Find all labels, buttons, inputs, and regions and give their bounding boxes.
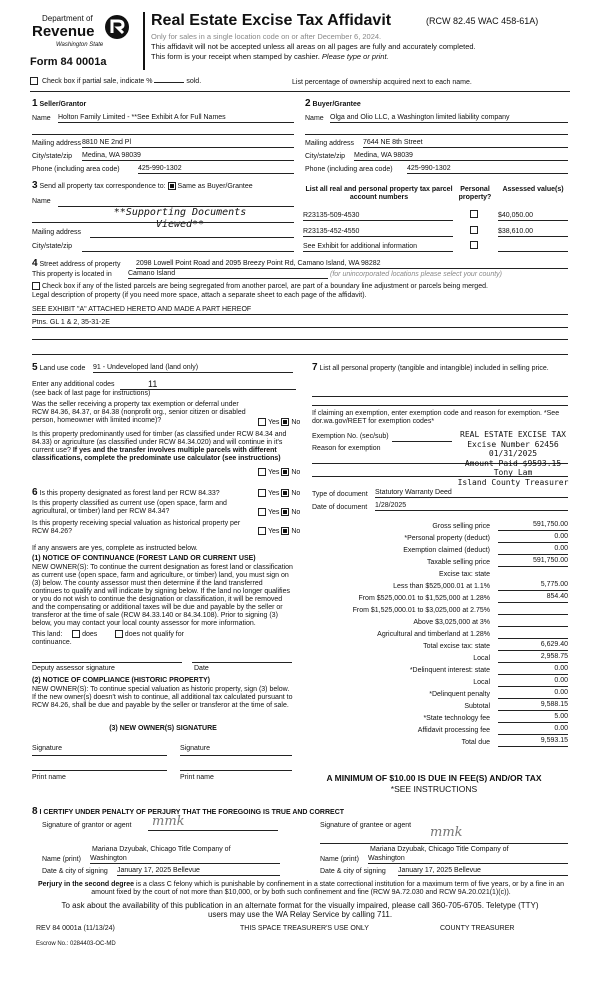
notice-2-body: NEW OWNER(S): To continue special valuation as historic property, sign (3) below. If the new owner(s) doesn't wish to continue, all additional tax calculated pursuant to RCW 84.26, shall be due and payable by the seller or transferor at the time of sale. (32, 686, 293, 710)
tax-row-label: Subtotal (464, 702, 490, 710)
tax-row-label: Exemption claimed (deduct) (403, 546, 490, 554)
legal-desc-line-1[interactable]: SEE EXHIBIT "A" ATTACHED HERETO AND MADE A PART HEREOF (32, 306, 568, 315)
tax-row-label: Excise tax: state (439, 570, 490, 578)
revenue-emblem-icon (104, 14, 130, 40)
section-2-title: 2 Buyer/Grantee (305, 98, 361, 109)
grantee-name-label: Name (print) (320, 856, 359, 863)
s5-q2-yes-checkbox[interactable] (258, 468, 266, 476)
assessed-value-3[interactable] (498, 243, 568, 252)
minimum-fee-note: A MINIMUM OF $10.00 IS DUE IN FEE(S) AND/OR TAX (326, 773, 542, 783)
buyer-city-label: City/state/zip (305, 153, 346, 160)
land-does-not-checkbox[interactable] (115, 630, 123, 638)
personal-property-checkbox-1[interactable] (470, 210, 478, 218)
legal-desc-label: Legal description of property (if you need more space, attach a separate sheet to each page of the affidavit). (32, 292, 367, 299)
s6-q3-no-checkbox[interactable] (281, 527, 289, 535)
owner-sig-label-1: Signature (32, 745, 62, 752)
this-land-row: This land: does does not qualify for (32, 630, 184, 638)
buyer-phone-field[interactable]: 425-990-1302 (407, 165, 568, 174)
see-instructions: *SEE INSTRUCTIONS (390, 784, 478, 794)
tax-row-label: Total excise tax: state (423, 642, 490, 650)
partial-sale-row: Check box if partial sale, indicate % sold. (30, 77, 201, 86)
s5-q2-no-checkbox[interactable] (281, 468, 289, 476)
grantor-name-field[interactable]: Washington (90, 855, 280, 864)
s5-q2-answer: Yes No (258, 468, 300, 477)
ownership-note: List percentage of ownership acquired next to each name. (292, 79, 472, 86)
doc-type-field[interactable]: Statutory Warranty Deed (375, 489, 568, 498)
s5-q1-answer: Yes No (258, 418, 300, 427)
form-title: Real Estate Excise Tax Affidavit (151, 12, 392, 29)
tax-row-label: Local (473, 678, 490, 686)
grantor-name-label: Name (print) (42, 856, 81, 863)
exemption-instructions: If claiming an exemption, enter exemption code and reason for exemption. *See dor.wa.gov/REET for exemption codes* (312, 410, 560, 426)
tax-row-label: Total due (461, 738, 490, 746)
owner-print-label-2: Print name (180, 774, 214, 781)
section-1-title: 1 Seller/Grantor (32, 98, 87, 109)
s6-q3-answer: Yes No (258, 527, 300, 536)
tax-row-value[interactable] (498, 605, 568, 615)
property-address-field[interactable]: 2098 Lowell Point Road and 2095 Breezy Point Rd, Camano Island, WA 98282 (136, 260, 568, 269)
tax-row (300, 699, 568, 711)
buyer-address-field[interactable]: 7644 NE 8th Street (363, 139, 568, 148)
seller-address-field[interactable]: 8810 NE 2nd Pl (82, 139, 294, 148)
tax-row-value[interactable]: 854.40 (498, 593, 568, 603)
same-as-buyer-checkbox[interactable] (168, 182, 176, 190)
tax-row (300, 567, 568, 579)
tax-table (300, 519, 568, 747)
seller-city-label: City/state/zip (32, 153, 73, 160)
tax-row (300, 627, 568, 639)
tax-row-value[interactable]: 0.00 (498, 533, 568, 543)
s6-q1-yes-checkbox[interactable] (258, 489, 266, 497)
tax-row-value[interactable] (498, 629, 568, 639)
tax-row-label: From $1,525,000.01 to $3,025,000 at 2.75% (352, 606, 490, 614)
tax-row (300, 651, 568, 663)
parcel-number-1[interactable]: R23135-509-4530 (303, 212, 453, 221)
section-3-title: 3 Send all property tax correspondence to: Same as Buyer/Grantee (32, 180, 253, 191)
tax-row-value[interactable]: 0.00 (498, 545, 568, 555)
deputy-assessor-label: Deputy assessor signature (32, 665, 115, 672)
grantor-sig-label: Signature of grantor or agent (42, 822, 132, 829)
section-8-title: 8 I CERTIFY UNDER PENALTY OF PERJURY THAT THE FOREGOING IS TRUE AND CORRECT (32, 806, 345, 817)
tax-row-value[interactable]: 6,629.40 (498, 641, 568, 651)
section-4-row: 4 Street address of property (32, 258, 121, 269)
tax-row (300, 531, 568, 543)
partial-sale-checkbox[interactable] (30, 77, 38, 85)
doc-date-field[interactable]: 1/28/2025 (375, 502, 568, 511)
s6-q1-answer: Yes No (258, 489, 300, 498)
notice-1-title: (1) NOTICE OF CONTINUANCE (FOREST LAND OR CURRENT USE) (32, 555, 256, 562)
buyer-name-label: Name (305, 115, 324, 122)
stamp-line-3: 01/31/2025 (488, 449, 538, 459)
tax-row-label: *Delinquent penalty (429, 690, 490, 698)
personal-property-checkbox-3[interactable] (470, 241, 478, 249)
doc-type-label: Type of document (312, 491, 368, 498)
tax-row-label: Taxable selling price (426, 558, 490, 566)
seller-phone-field[interactable]: 425-990-1302 (138, 165, 294, 174)
seller-city-field[interactable]: Medina, WA 98039 (82, 152, 294, 161)
s5-question-2: Is this property predominantly used for timber (as classified under RCW 84.34 and 84.33) or agriculture (as classified under RCW 84.34.020) and will continue in it's current use? If yes and the transfer involves multiple parcels with different classifications, complete the predominate use calculator (see instructions) (32, 431, 287, 463)
grantee-name-field[interactable]: Washington (368, 855, 568, 864)
tax-row (300, 639, 568, 651)
s6-q2-no-checkbox[interactable] (281, 508, 289, 516)
s3-name-label: Name (32, 198, 51, 205)
grantor-name-line-1: Mariana Dzyubak, Chicago Title Company of (92, 846, 231, 853)
stamp-line-5: Tony Lam (493, 468, 533, 478)
tax-row (300, 663, 568, 675)
legal-desc-line-2[interactable]: Ptns. GL 1 & 2, 35-31-2E (32, 319, 568, 328)
header-divider (143, 12, 145, 70)
treasurer-stamp (448, 430, 578, 488)
tax-row-value[interactable] (498, 570, 568, 579)
buyer-name-field[interactable]: Olga and Olio LLC, a Washington limited liability company (330, 114, 568, 123)
form-revision: REV 84 0001a (11/13/24) (36, 925, 115, 932)
tax-row (300, 711, 568, 723)
continuance-label: continuance. (32, 639, 72, 646)
assessed-value-header: Assessed value(s) (502, 186, 564, 193)
segregated-checkbox[interactable] (32, 282, 40, 290)
notice-1-body: NEW OWNER(S): To continue the current designation as forest land or classification as current use (open space, farm and agriculture, or timber) land, you must sign on (3) below. The county assessor must then determine if the land transferred continues to qualify and will indicate by signing below. If the land no longer qualifies or you do not wish to continue the designation or classification, it will be removed and the compensating or additional taxes will be due and payable by the seller or transferor at the time of sale (RCW 84.33.140 or 84.34.108). Prior to signing (3) below, you may contact your local county assessor for more information. (32, 564, 293, 628)
dept-label: Department of (42, 14, 93, 23)
notice-3-title: (3) NEW OWNER(S) SIGNATURE (109, 725, 217, 732)
tax-row-label: Gross selling price (432, 522, 490, 530)
tax-row (300, 543, 568, 555)
parcel-header: List all real and personal property tax parcel account numbers (305, 186, 453, 202)
tax-row-value[interactable] (498, 617, 568, 627)
grantee-name-line-1: Mariana Dzyubak, Chicago Title Company of (370, 846, 509, 853)
personal-property-header: Personal property? (458, 186, 492, 202)
owner-print-label-1: Print name (32, 774, 66, 781)
owner-sig-label-2: Signature (180, 745, 210, 752)
header-note-1: Only for sales in a single location code on or after December 6, 2024. (151, 32, 382, 41)
form-number: Form 84 0001a (30, 56, 107, 68)
grantee-date-label: Date & city of signing (320, 868, 386, 875)
seller-address-label: Mailing address (32, 140, 82, 147)
land-does-checkbox[interactable] (72, 630, 80, 638)
segregated-row: Check box if any of the listed parcels are being segregated from another parcel, are part of a boundary line adjustment or parcels being merged. (32, 282, 572, 291)
stamp-line-4: Amount Paid $9593.15 (464, 458, 562, 468)
s6-if-any: If any answers are yes, complete as instructed below. (32, 545, 198, 552)
personal-property-checkbox-2[interactable] (470, 226, 478, 234)
stamp-line-2: Excise Number 62456 (467, 439, 559, 449)
tax-row-value[interactable]: 9,588.15 (498, 701, 568, 711)
doc-date-label: Date of document (312, 504, 368, 511)
s6-q1-no-checkbox[interactable] (281, 489, 289, 497)
tax-row (300, 687, 568, 699)
section-6-q1: 6 Is this property designated as forest land per RCW 84.33? (32, 487, 220, 498)
tax-row-label: Local (473, 654, 490, 662)
perjury-notice: Perjury in the second degree is a class C felony which is punishable by confinement in a state correctional institution for a maximum term of five years, or by a fine in an amount fixed by the court of not more than $10,000, or by both such confinement and fine (RCW 9A.72.030 and RCW 9A.20.021(1)(c)). (37, 881, 564, 897)
parcel-number-3[interactable]: See Exhibit for additional information (303, 243, 453, 252)
tax-row-label: *Delinquent interest: state (409, 666, 490, 674)
assessed-value-2[interactable]: $38,610.00 (498, 228, 568, 237)
buyer-phone-label: Phone (including area code) (305, 166, 393, 173)
tax-row-value[interactable]: 0.00 (498, 689, 568, 699)
tax-row-label: *State technology fee (423, 714, 490, 722)
tax-row (300, 723, 568, 735)
additional-codes-label: Enter any additional codes (32, 381, 115, 388)
stamp-line-6: Island County Treasurer (457, 477, 569, 487)
s6-q2-answer: Yes No (258, 508, 300, 517)
s6-question-3: Is this property receiving special valuation as historical property per RCW 84.26? (32, 520, 241, 536)
s5-q1-no-checkbox[interactable] (281, 418, 289, 426)
tax-row-label: *Personal property (deduct) (404, 534, 490, 542)
buyer-city-field[interactable]: Medina, WA 98039 (354, 152, 568, 161)
tax-row-value[interactable]: 591,750.00 (498, 557, 568, 567)
tax-row (300, 579, 568, 591)
grantee-sig-label: Signature of grantee or agent (320, 822, 412, 829)
tax-row (300, 735, 568, 747)
s6-q2-yes-checkbox[interactable] (258, 508, 266, 516)
assessed-value-1[interactable]: $40,050.00 (498, 212, 568, 221)
tax-row (300, 519, 568, 531)
s3-city-label: City/state/zip (32, 243, 73, 250)
section-5-row: 5 Land use code (32, 362, 86, 373)
state-label: Washington State (56, 42, 104, 48)
tax-row (300, 555, 568, 567)
section-7-row: 7 List all personal property (tangible and intangible) included in selling price. (312, 362, 549, 373)
exemption-reason-label: Reason for exemption (312, 445, 381, 452)
tax-row-value[interactable]: 0.00 (498, 665, 568, 675)
tax-row-value[interactable]: 9,593.15 (498, 737, 568, 747)
tax-row-value[interactable]: 591,750.00 (498, 521, 568, 531)
location-hint: (for unincorporated locations please select your county) (330, 271, 502, 278)
tax-row-label: From $525,000.01 to $1,525,000 at 1.28% (358, 594, 490, 602)
header-note-2: This affidavit will not be accepted unless all areas on all pages are fully and accurately completed. (151, 42, 476, 51)
exemption-no-label: Exemption No. (sec/sub) (312, 433, 389, 440)
county-treasurer-label: COUNTY TREASURER (440, 925, 515, 932)
dor-logo (32, 14, 132, 54)
tax-row-label: Agricultural and timberland at 1.28% (377, 630, 490, 638)
tax-row-value[interactable]: 5.00 (498, 713, 568, 723)
location-field[interactable]: Camano Island (128, 270, 328, 279)
treasurer-use-label: THIS SPACE TREASURER'S USE ONLY (240, 925, 369, 932)
form-rcw: (RCW 82.45 WAC 458-61A) (426, 16, 539, 26)
tax-row (300, 615, 568, 627)
buyer-address-label: Mailing address (305, 140, 355, 147)
tax-row (300, 603, 568, 615)
s6-question-2: Is this property classified as current use (open space, farm and agricultural, or timber) land per RCW 84.34? (32, 500, 227, 516)
tax-row-label: Affidavit processing fee (417, 726, 490, 734)
tax-row (300, 591, 568, 603)
s3-address-label: Mailing address (32, 229, 82, 236)
tax-row-value[interactable]: 2,958.75 (498, 653, 568, 663)
tax-row-value[interactable]: 0.00 (498, 677, 568, 687)
escrow-number: Escrow No.: 0284403-OC-MD (36, 941, 116, 947)
grantor-date-label: Date & city of signing (42, 868, 108, 875)
grantee-signature: mmk (430, 825, 463, 840)
notice-2-title: (2) NOTICE OF COMPLIANCE (HISTORIC PROPERTY) (32, 677, 210, 684)
land-use-code-field[interactable]: 91 - Undeveloped land (land only) (93, 364, 293, 373)
tax-row (300, 675, 568, 687)
seller-phone-label: Phone (including area code) (32, 166, 120, 173)
seller-name-label: Name (32, 115, 51, 122)
parcel-number-2[interactable]: R23135-452-4550 (303, 228, 453, 237)
s5-question-1: Was the seller receiving a property tax exemption or deferral under RCW 84.36, 84.37, or 84.38 (nonprofit org., senior citizen or disabled person, homeowner with limited income)? (32, 401, 246, 425)
grantor-signature: mmk (152, 814, 185, 829)
revenue-label: Revenue (32, 23, 95, 40)
tax-row-label: Less than $525,000.01 at 1.1% (393, 582, 490, 590)
grantee-date-field[interactable]: January 17, 2025 Bellevue (398, 867, 568, 876)
alt-format-notice: To ask about the availability of this publication in an alternate format for the visually impaired, please call 360-705-6705. Teletype (TTY) users may use the WA Relay Service by calling 711. (61, 901, 539, 920)
stamp-line-1: REAL ESTATE EXCISE TAX (460, 430, 566, 439)
s5-q1-yes-checkbox[interactable] (258, 418, 266, 426)
location-label: This property is located in (32, 271, 112, 278)
additional-codes-field[interactable]: 11 (120, 379, 296, 390)
supporting-docs-note: **Supporting Documents Viewed** (113, 207, 247, 230)
tax-row-value[interactable]: 0.00 (498, 725, 568, 735)
deputy-date-label: Date (194, 665, 209, 672)
s6-q3-yes-checkbox[interactable] (258, 527, 266, 535)
tax-row-value[interactable]: 5,775.00 (498, 581, 568, 591)
header-note-3: This form is your receipt when stamped by cashier. Please type or print. (151, 52, 389, 61)
seller-name-field[interactable]: Holton Family Limited - **See Exhibit A for Full Names (58, 114, 294, 123)
additional-codes-hint: (see back of last page for instructions) (32, 390, 151, 397)
grantor-date-field[interactable]: January 17, 2025 Bellevue (117, 867, 280, 876)
partial-percent-field[interactable] (154, 82, 184, 83)
tax-row-label: Above $3,025,000 at 3% (413, 618, 490, 626)
